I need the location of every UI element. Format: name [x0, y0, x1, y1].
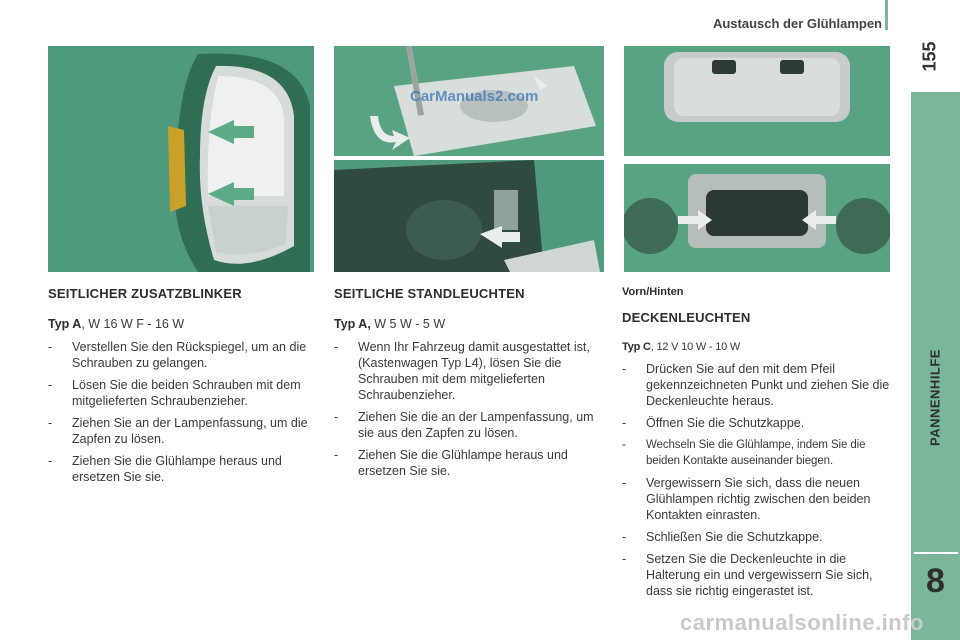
list-item: - Ziehen Sie die Glühlampe heraus und ersetzen Sie sie. — [48, 453, 310, 485]
lamp-type-label: Typ C — [622, 341, 651, 353]
mirror-indicator-illustration — [48, 46, 314, 272]
section-heading-zusatzblinker: SEITLICHER ZUSATZBLINKER — [48, 286, 242, 301]
steps-list — [334, 339, 598, 479]
lamp-type-line — [334, 317, 598, 331]
ceiling-lamp-contacts-svg — [624, 164, 890, 272]
lamp-type-label: Typ A — [48, 317, 82, 331]
lamp-type-label: Typ A, — [334, 317, 371, 331]
section-deckenleuchten — [622, 286, 898, 605]
list-item: - Wenn Ihr Fahrzeug damit ausgestattet ist, (Kastenwagen Typ L4), lösen Sie die Schrauben mit dem mitgelieferten Schraubenzieher. — [334, 339, 598, 403]
list-item: - Öffnen Sie die Schutzkappe. — [622, 415, 898, 431]
lamp-holder-svg — [334, 160, 604, 272]
ceiling-lamp-cover-illustration — [624, 46, 890, 156]
list-item: - Vergewissern Sie sich, dass die neuen Glühlampen richtig zwischen den beiden Kontakten einrasten. — [622, 475, 898, 523]
lamp-type-value: , 12 V 10 W - 10 W — [650, 341, 741, 353]
ceiling-lamp-contacts-illustration — [624, 164, 890, 272]
steps-list — [48, 339, 310, 485]
list-item: - Wechseln Sie die Glühlampe, indem Sie die beiden Kontakte auseinander biegen. — [622, 437, 898, 469]
list-item: - Ziehen Sie an der Lampenfassung, um die Zapfen zu lösen. — [48, 415, 310, 447]
header-divider — [885, 0, 888, 30]
lamp-type-value: , W 16 W F - 16 W — [81, 317, 185, 331]
page-number: 155 — [919, 41, 940, 72]
lamp-type-line — [48, 317, 310, 331]
watermark-carmanuals: CarManuals2.com — [410, 88, 539, 105]
list-item: - Schließen Sie die Schutzkappe. — [622, 529, 898, 545]
lamp-type-line — [622, 341, 898, 353]
footer-watermark: carmanualsonline.info — [680, 610, 924, 635]
chapter-tab-divider — [914, 552, 958, 554]
section-heading-deckenleuchten: DECKENLEUCHTEN — [622, 310, 751, 325]
section-standleuchten — [334, 286, 598, 485]
running-header-title: Austausch der Glühlampen — [712, 16, 882, 31]
lamp-holder-removal-illustration — [334, 160, 604, 272]
chapter-number: 8 — [926, 562, 945, 600]
mirror-illustration-svg — [48, 46, 314, 272]
steps-list — [622, 361, 898, 599]
list-item: - Ziehen Sie die an der Lampenfassung, um sie aus den Zapfen zu lösen. — [334, 409, 598, 441]
lamp-type-value: W 5 W - 5 W — [370, 317, 446, 331]
list-item: - Drücken Sie auf den mit dem Pfeil gekennzeichneten Punkt und ziehen Sie die Deckenleuchte heraus. — [622, 361, 898, 409]
ceiling-lamp-cover-svg — [624, 46, 890, 156]
chapter-tab-label: PANNENHILFE — [927, 349, 943, 446]
list-item: - Ziehen Sie die Glühlampe heraus und ersetzen Sie sie. — [334, 447, 598, 479]
position-subheading: Vorn/Hinten — [622, 286, 684, 298]
section-heading-standleuchten: SEITLICHE STANDLEUCHTEN — [334, 286, 525, 301]
list-item: - Lösen Sie die beiden Schrauben mit dem mitgelieferten Schraubenzieher. — [48, 377, 310, 409]
section-zusatzblinker — [48, 286, 310, 491]
list-item: - Verstellen Sie den Rückspiegel, um an die Schrauben zu gelangen. — [48, 339, 310, 371]
list-item: - Setzen Sie die Deckenleuchte in die Halterung ein und vergewissern Sie sich, dass sie richtig eingerastet ist. — [622, 551, 898, 599]
